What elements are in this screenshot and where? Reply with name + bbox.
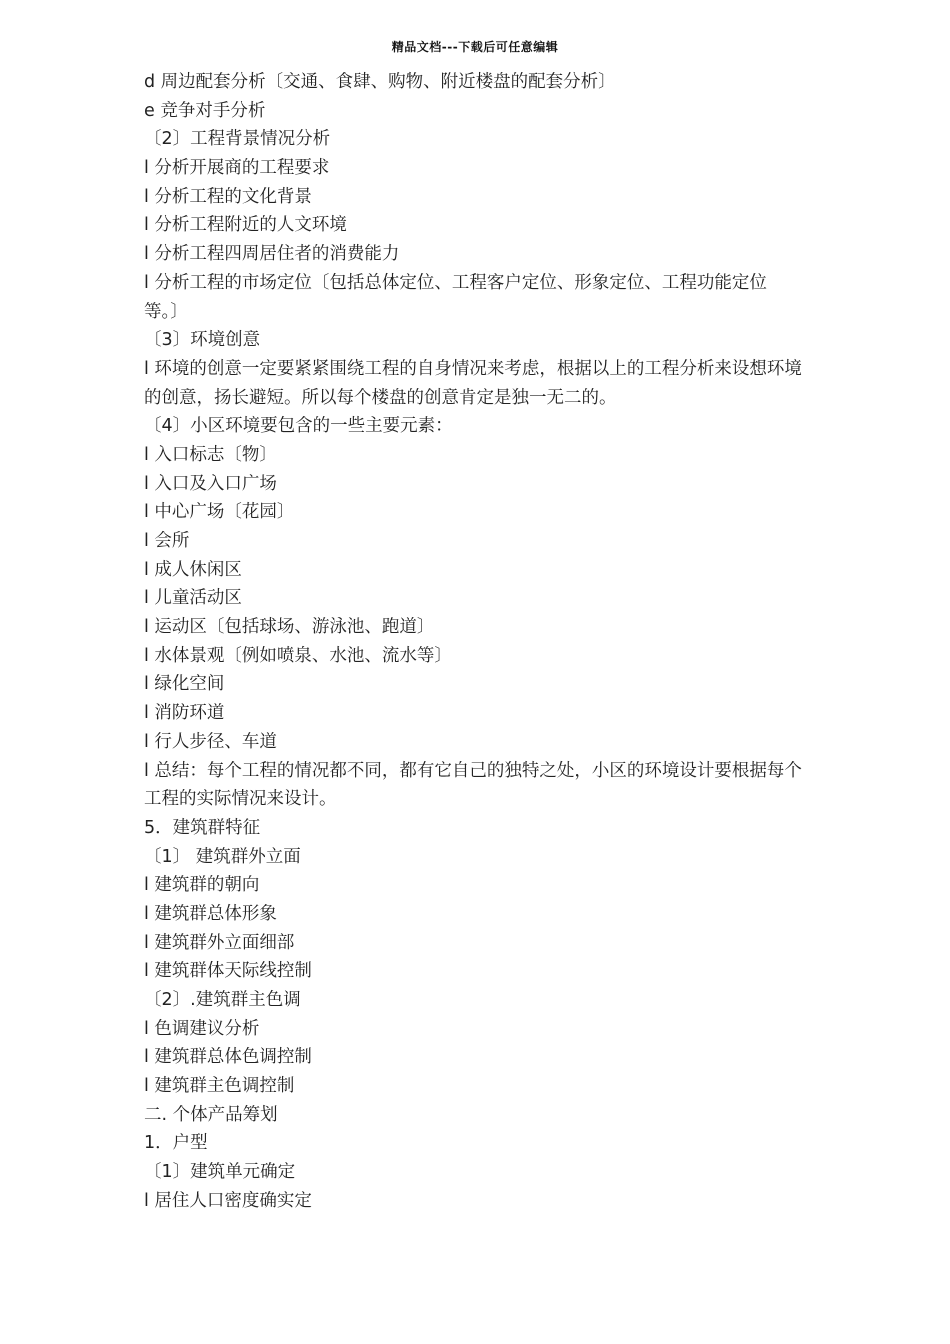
text-line: l 分析工程附近的人文环境 (144, 215, 347, 236)
text-line: l 入口标志〔物〕 (144, 444, 277, 465)
text-line: l 中心广场〔花园〕 (144, 502, 295, 523)
text-line: 的创意，扬长避短。所以每个楼盘的创意肯定是独一无二的。 (144, 387, 617, 408)
text-line: l 建筑群主色调控制 (144, 1076, 295, 1097)
text-line: l 儿童活动区 (144, 588, 242, 609)
text-line: l 色调建议分析 (144, 1018, 260, 1039)
text-line: l 建筑群总体色调控制 (144, 1047, 312, 1068)
text-line: 1．户型 (144, 1133, 208, 1154)
text-line: 5．建筑群特征 (144, 817, 261, 838)
text-line: l 建筑群总体形象 (144, 903, 277, 924)
text-line: l 建筑群的朝向 (144, 875, 260, 896)
text-line: l 会所 (144, 531, 190, 551)
page-header: 精品文档---下载后可任意编辑 (391, 40, 559, 54)
text-line: l 成人休闲区 (144, 559, 242, 580)
document-body (144, 68, 874, 1216)
text-line: l 建筑群外立面细部 (144, 932, 295, 953)
text-line: 二. 个体产品筹划 (144, 1104, 278, 1125)
text-line: 〔2〕工程背景情况分析 (144, 129, 331, 150)
text-line: l 运动区〔包括球场、游泳池、跑道〕 (144, 617, 435, 638)
text-line: 〔1〕建筑单元确定 (144, 1162, 296, 1183)
text-line: l 环境的创意一定要紧紧围绕工程的自身情况来考虑，根据以上的工程分析来设想环境 (144, 358, 802, 379)
text-line: 工程的实际情况来设计。 (144, 789, 337, 810)
text-line: l 入口及入口广场 (144, 473, 277, 494)
text-line: l 水体景观〔例如喷泉、水池、流水等〕 (144, 645, 452, 666)
text-line: l 分析工程的市场定位〔包括总体定位、工程客户定位、形象定位、工程功能定位 (144, 272, 767, 293)
text-line: 〔2〕.建筑群主色调 (144, 990, 301, 1010)
text-line: l 消防环道 (144, 703, 225, 724)
text-line: l 绿化空间 (144, 674, 225, 695)
text-line: 〔1〕 建筑群外立面 (144, 846, 301, 867)
text-line: l 行人步径、车道 (144, 731, 277, 752)
text-line: l 分析工程的文化背景 (144, 186, 312, 207)
text-line: 〔4〕小区环境要包含的一些主要元素： (144, 416, 453, 437)
text-line: e 竞争对手分析 (144, 100, 266, 121)
text-line: d 周边配套分析〔交通、食肆、购物、附近楼盘的配套分析〕 (144, 72, 616, 92)
text-line: l 分析开展商的工程要求 (144, 158, 330, 179)
text-line: 等。〕 (144, 301, 188, 322)
text-line: l 居住人口密度确实定 (144, 1190, 312, 1211)
text-line: l 建筑群体天际线控制 (144, 961, 312, 982)
text-line: l 分析工程四周居住者的消费能力 (144, 244, 400, 265)
text-line: 〔3〕环境创意 (144, 330, 261, 351)
text-line: l 总结：每个工程的情况都不同，都有它自己的独特之处，小区的环境设计要根据每个 (144, 760, 802, 781)
